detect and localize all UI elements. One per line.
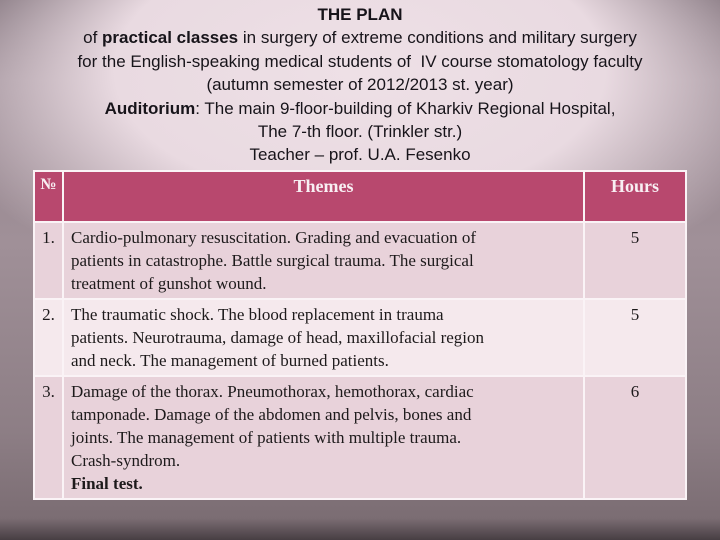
title-line-auditorium — [0, 97, 720, 120]
page-title: THE PLAN — [317, 5, 403, 24]
theme-line: Crash-syndrom. — [71, 451, 181, 470]
theme-cell — [63, 299, 584, 376]
row-number: 1. — [34, 222, 63, 299]
title-line-auditorium-post: : The main 9-floor-building of Kharkiv Regional Hospital, — [195, 98, 616, 118]
column-header-themes: Themes — [63, 171, 584, 222]
title-line-classes-pre: of — [83, 28, 103, 48]
title-line-teacher: Teacher – prof. U.A. Fesenko — [249, 145, 471, 165]
table-row — [34, 222, 686, 299]
theme-line: patients. Neurotrauma, damage of head, maxillofacial region — [71, 328, 485, 347]
title-line-classes-post: in surgery of extreme conditions and military surgery — [238, 28, 637, 48]
theme-line: Cardio-pulmonary resuscitation. Grading and evacuation of — [71, 228, 477, 247]
row-number: 3. — [34, 376, 63, 499]
theme-line: and neck. The management of burned patients. — [71, 351, 389, 370]
title-line-students: for the English-speaking medical students of IV course stomatology faculty — [77, 51, 643, 71]
theme-line: joints. The management of patients with multiple trauma. — [71, 428, 462, 447]
title-line-classes — [0, 26, 720, 49]
theme-text — [71, 380, 573, 472]
title-line-auditorium-bold: Auditorium — [104, 98, 196, 118]
column-header-number: № — [34, 171, 63, 222]
table-row — [34, 376, 686, 499]
theme-line: tamponade. Damage of the abdomen and pelvis, bones and — [71, 405, 472, 424]
theme-line: The traumatic shock. The blood replacement in trauma — [71, 305, 444, 324]
theme-text — [71, 226, 573, 295]
plan-table — [33, 170, 687, 500]
hours-cell: 6 — [584, 376, 686, 499]
table-row — [34, 299, 686, 376]
theme-cell — [63, 222, 584, 299]
theme-line: Damage of the thorax. Pneumothorax, hemothorax, cardiac — [71, 382, 474, 401]
title-line-floor: The 7-th floor. (Trinkler str.) — [257, 122, 463, 142]
title-line-semester: (autumn semester of 2012/2013 st. year) — [206, 75, 514, 95]
slide-title-block — [0, 3, 720, 167]
theme-final-test: Final test. — [71, 474, 143, 493]
theme-line: patients in catastrophe. Battle surgical trauma. The surgical — [71, 251, 474, 270]
table-header-row — [34, 171, 686, 222]
theme-cell — [63, 376, 584, 499]
hours-cell: 5 — [584, 222, 686, 299]
theme-line: treatment of gunshot wound. — [71, 274, 267, 293]
row-number: 2. — [34, 299, 63, 376]
title-line-classes-bold: practical classes — [102, 28, 239, 48]
theme-text — [71, 303, 573, 372]
column-header-hours: Hours — [584, 171, 686, 222]
hours-cell: 5 — [584, 299, 686, 376]
